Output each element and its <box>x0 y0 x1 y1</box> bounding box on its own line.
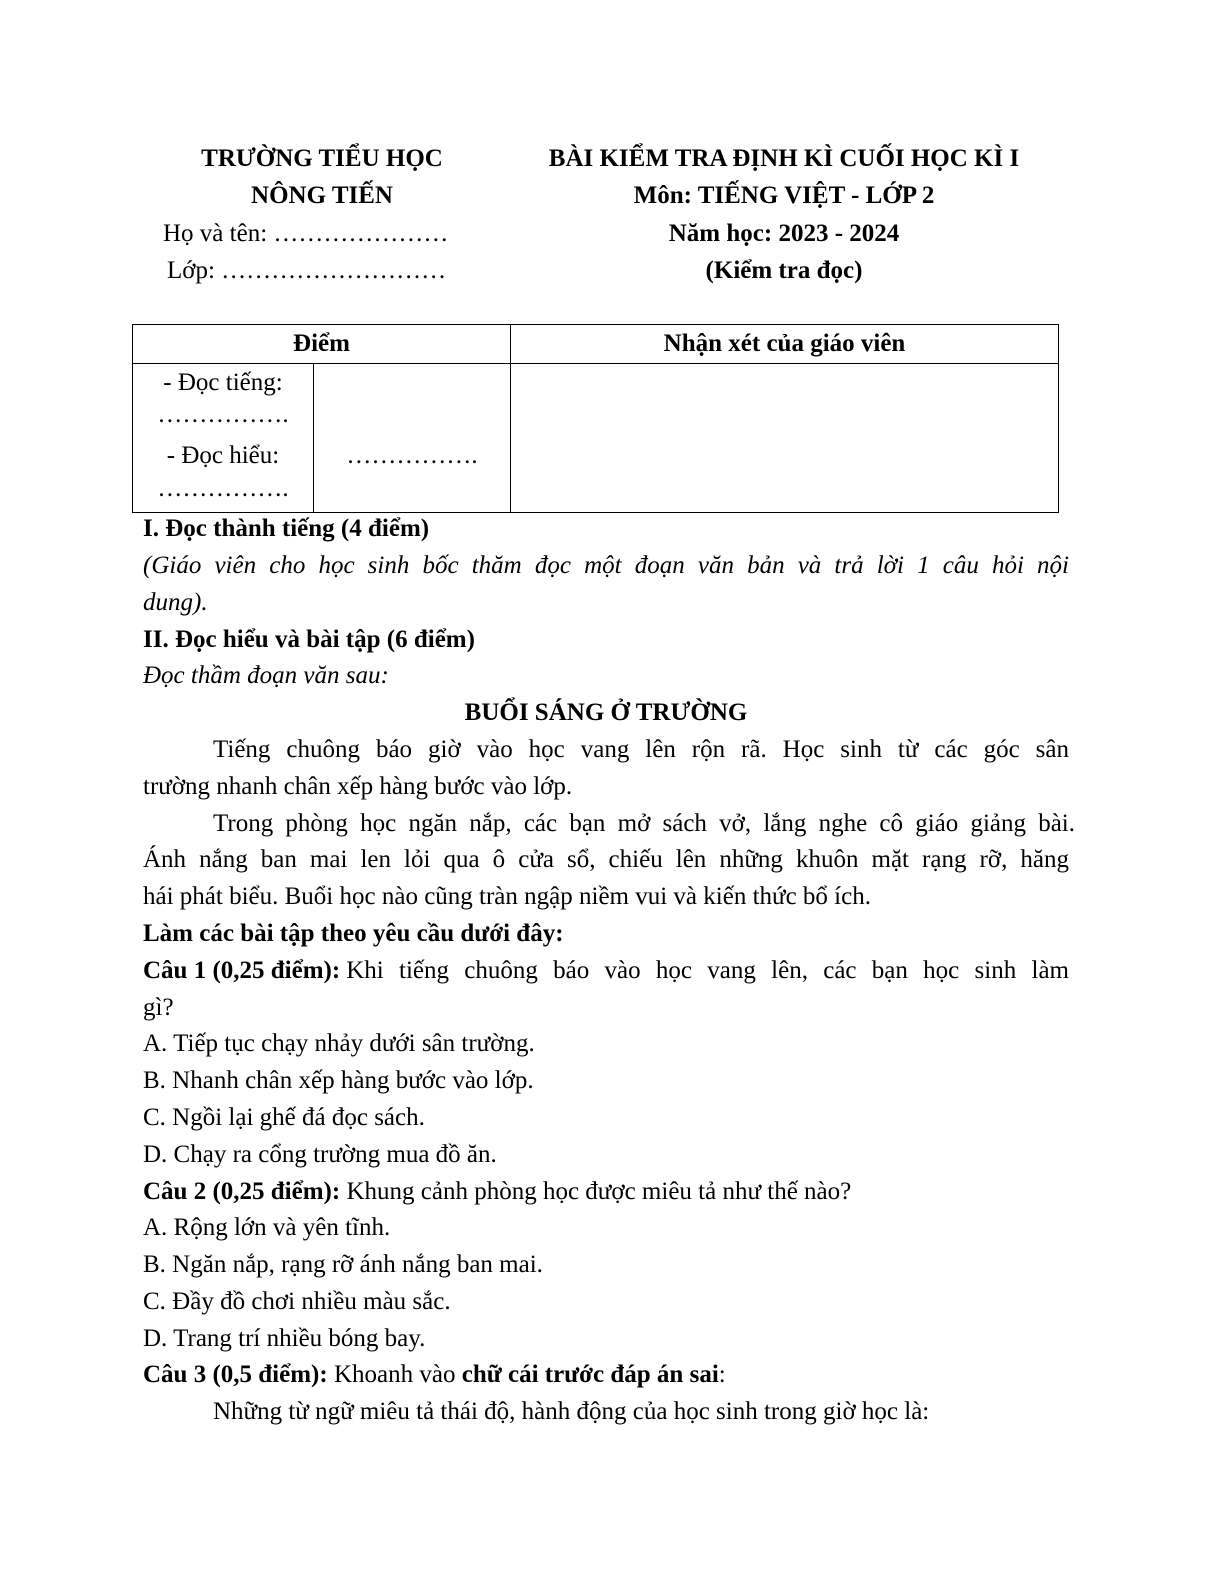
question2 <box>143 1179 851 1204</box>
score-detail-cell <box>133 364 314 513</box>
grade-table <box>132 324 1059 513</box>
question3-text-a: Khoanh vào <box>327 1361 462 1388</box>
school-name-line1: TRƯỜNG TIỂU HỌC <box>201 145 443 172</box>
total-score-cell <box>314 364 511 513</box>
question1-text-line2: gì? <box>143 994 174 1021</box>
q2-option-d: D. Trang trí nhiều bóng bay. <box>143 1325 426 1352</box>
teacher-comment-cell <box>511 364 1059 513</box>
exam-type: (Kiểm tra đọc) <box>705 257 863 284</box>
read-aloud-label: - Đọc tiếng: <box>163 369 283 396</box>
passage-title: BUỔI SÁNG Ở TRƯỜNG <box>464 699 748 726</box>
passage-p2-line1: Trong phòng học ngăn nắp, các bạn mở sách vở, lắng nghe cô giáo giảng bài. <box>213 810 1075 837</box>
q1-option-d: D. Chạy ra cổng trường mua đồ ăn. <box>143 1141 497 1168</box>
comprehension-label: - Đọc hiểu: <box>166 442 280 469</box>
comprehension-score: ……………. <box>157 475 289 502</box>
score-header: Điểm <box>293 330 350 357</box>
school-year: Năm học: 2023 - 2024 <box>668 220 900 247</box>
section1-instruction-line1: (Giáo viên cho học sinh bốc thăm đọc một đoạn văn bản và trả lời 1 câu hỏi nội <box>143 552 1069 579</box>
student-class-field: Lớp: ……………………… <box>167 257 447 284</box>
read-aloud-score: ……………. <box>157 401 289 428</box>
section1-instruction-line2: dung). <box>143 589 208 616</box>
comment-header: Nhận xét của giáo viên <box>663 330 906 357</box>
passage-p2-line2: Ánh nắng ban mai len lỏi qua ô cửa sổ, chiếu lên những khuôn mặt rạng rỡ, hăng <box>143 846 1069 873</box>
student-name-field: Họ và tên: ………………… <box>163 220 449 247</box>
passage-p1-line2: trường nhanh chân xếp hàng bước vào lớp. <box>143 773 573 800</box>
question3-prompt: Những từ ngữ miêu tả thái độ, hành động của học sinh trong giờ học là: <box>213 1398 930 1425</box>
question2-text: Khung cảnh phòng học được miêu tả như thế nào? <box>340 1178 852 1205</box>
question1 <box>143 958 1069 983</box>
q1-option-b: B. Nhanh chân xếp hàng bước vào lớp. <box>143 1067 534 1094</box>
school-name-line2: NÔNG TIẾN <box>251 182 393 209</box>
question3-label: Câu 3 (0,5 điểm): <box>143 1361 328 1388</box>
question1-label: Câu 1 (0,25 điểm): <box>143 957 341 984</box>
exam-subject: Môn: TIẾNG VIỆT - LỚP 2 <box>633 182 935 209</box>
section2-heading: II. Đọc hiểu và bài tập (6 điểm) <box>143 626 475 653</box>
question3 <box>143 1362 726 1387</box>
comment-header-cell <box>511 325 1059 364</box>
question2-label: Câu 2 (0,25 điểm): <box>143 1178 341 1205</box>
section2-instruction: Đọc thầm đoạn văn sau: <box>143 662 389 689</box>
exam-title: BÀI KIỂM TRA ĐỊNH KÌ CUỐI HỌC KÌ I <box>548 145 1020 172</box>
q2-option-a: A. Rộng lớn và yên tĩnh. <box>143 1214 391 1241</box>
question3-text-b: : <box>718 1361 726 1388</box>
q1-option-c: C. Ngồi lại ghế đá đọc sách. <box>143 1104 425 1131</box>
passage-p2-line3: hái phát biểu. Buổi học nào cũng tràn ngập niềm vui và kiến thức bổ ích. <box>143 883 871 910</box>
score-header-cell <box>133 325 511 364</box>
q2-option-c: C. Đầy đồ chơi nhiều màu sắc. <box>143 1288 451 1315</box>
question3-text-bold: chữ cái trước đáp án sai <box>461 1361 719 1388</box>
section1-heading: I. Đọc thành tiếng (4 điểm) <box>143 515 430 542</box>
exercises-heading: Làm các bài tập theo yêu cầu dưới đây: <box>143 920 564 947</box>
passage-p1-line1: Tiếng chuông báo giờ vào học vang lên rộn rã. Học sinh từ các góc sân <box>213 736 1069 763</box>
q2-option-b: B. Ngăn nắp, rạng rỡ ánh nắng ban mai. <box>143 1251 543 1278</box>
question1-text: Khi tiếng chuông báo vào học vang lên, các bạn học sinh làm <box>346 957 1069 984</box>
total-score: ……………. <box>346 442 478 469</box>
q1-option-a: A. Tiếp tục chạy nhảy dưới sân trường. <box>143 1030 535 1057</box>
